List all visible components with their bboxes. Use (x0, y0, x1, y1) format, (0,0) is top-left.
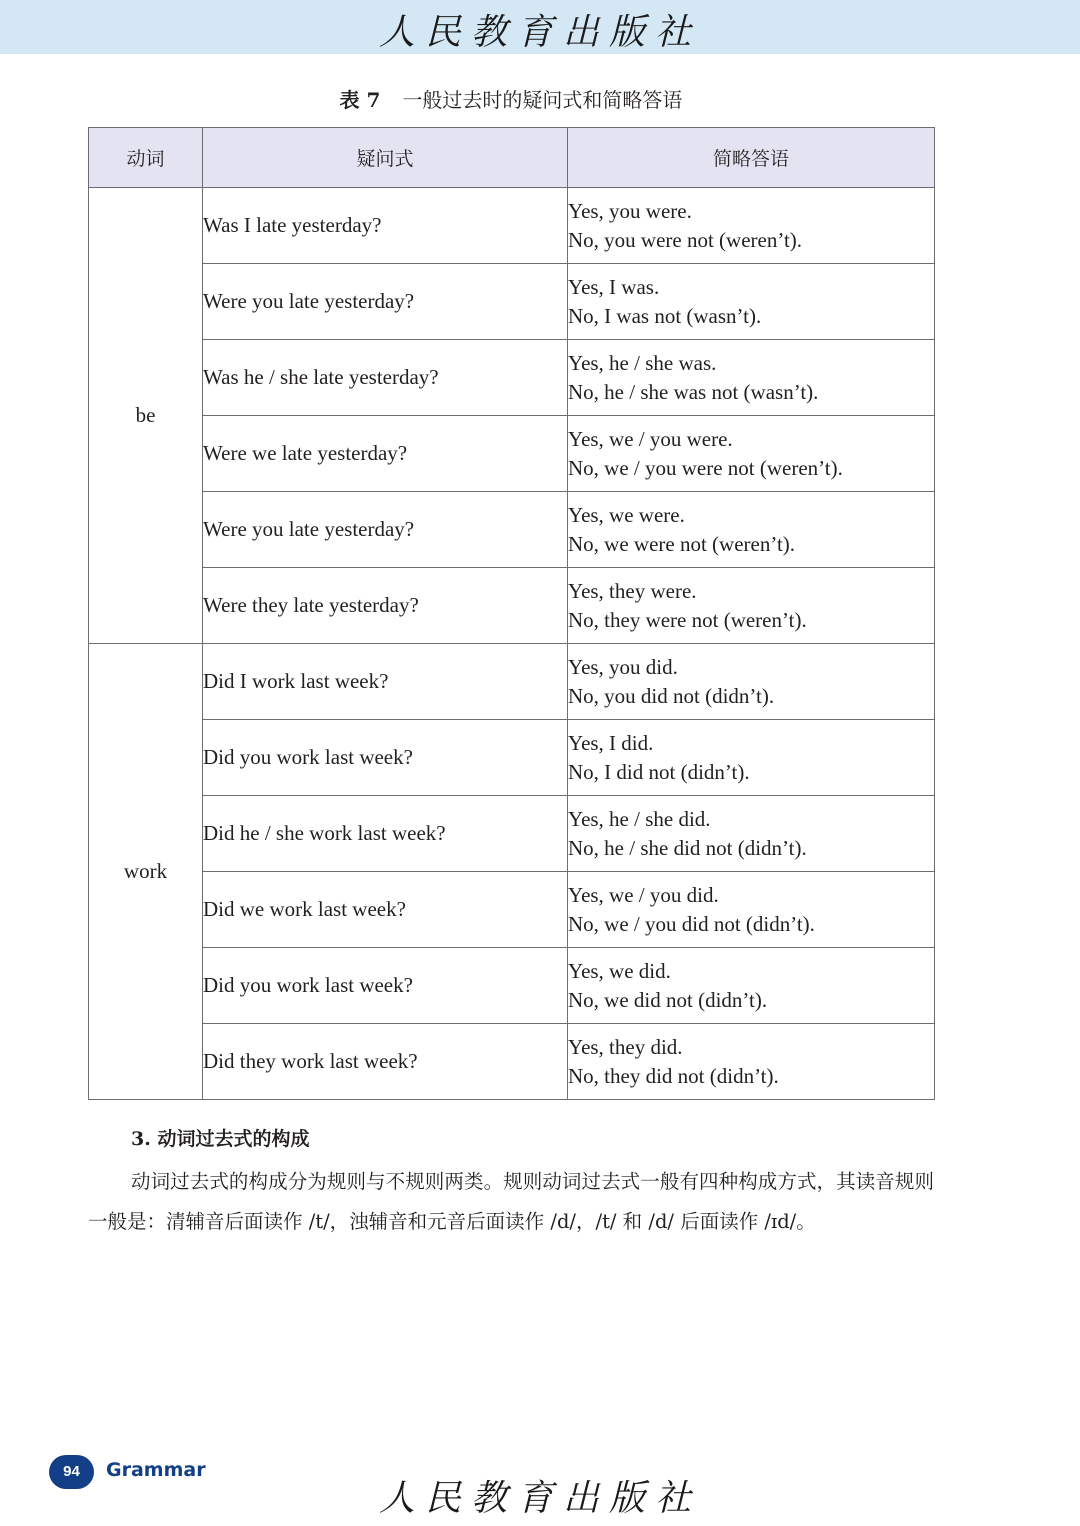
question-cell: Did he / she work last week? (203, 796, 568, 872)
verb-cell: work (89, 644, 203, 1100)
question-cell: Were you late yesterday? (203, 264, 568, 340)
publisher-logo-text: 人民教育出版社 (378, 12, 701, 53)
header-verb: 动词 (89, 128, 203, 188)
answer-cell (568, 416, 935, 492)
table-row (89, 188, 935, 264)
past-tense-question-table (88, 127, 935, 1100)
question-cell: Were we late yesterday? (203, 416, 568, 492)
publisher-logo (0, 4, 1080, 55)
answer-no: No, we did not (didn’t). (568, 987, 768, 1012)
question-cell: Were you late yesterday? (203, 492, 568, 568)
table-row (89, 492, 935, 568)
table-row (89, 264, 935, 340)
answer-yes: Yes, I did. (568, 730, 654, 755)
question-cell: Did you work last week? (203, 720, 568, 796)
answer-yes: Yes, we / you were. (568, 426, 733, 451)
answer-cell (568, 1024, 935, 1100)
answer-no: No, I did not (didn’t). (568, 759, 750, 784)
answer-yes: Yes, we were. (568, 502, 685, 527)
answer-no: No, he / she did not (didn’t). (568, 835, 807, 860)
answer-yes: Yes, he / she was. (568, 350, 717, 375)
answer-yes: Yes, I was. (568, 274, 660, 299)
section-label: Grammar (106, 1459, 206, 1481)
answer-cell (568, 492, 935, 568)
question-cell: Did I work last week? (203, 644, 568, 720)
table-caption-title: 一般过去时的疑问式和简略答语 (402, 88, 683, 112)
header-question: 疑问式 (203, 128, 568, 188)
answer-no: No, they did not (didn’t). (568, 1063, 779, 1088)
page-number-badge: 94 (49, 1455, 94, 1489)
section-paragraph: 动词过去式的构成分为规则与不规则两类。规则动词过去式一般有四种构成方式，其读音规则一般是：清辅音后面读作 /t/，浊辅音和元音后面读作 /d/，/t/ 和 /d/ 后面读作 /ɪd/。 (88, 1170, 934, 1233)
answer-yes: Yes, we did. (568, 958, 671, 983)
question-cell: Was I late yesterday? (203, 188, 568, 264)
answer-cell (568, 720, 935, 796)
answer-cell (568, 644, 935, 720)
table-header-row (89, 128, 935, 188)
answer-yes: Yes, they did. (568, 1034, 683, 1059)
answer-cell (568, 340, 935, 416)
table-row (89, 644, 935, 720)
answer-cell (568, 872, 935, 948)
answer-no: No, we / you were not (weren’t). (568, 455, 843, 480)
answer-cell (568, 796, 935, 872)
answer-yes: Yes, you did. (568, 654, 678, 679)
publisher-logo-footer-text: 人民教育出版社 (378, 1478, 701, 1519)
question-cell: Did they work last week? (203, 1024, 568, 1100)
table-row (89, 720, 935, 796)
table-row (89, 948, 935, 1024)
table-row (89, 1024, 935, 1100)
verb-cell: be (89, 188, 203, 644)
answer-cell (568, 188, 935, 264)
answer-no: No, you were not (weren’t). (568, 227, 803, 252)
header-answer: 简略答语 (568, 128, 935, 188)
answer-yes: Yes, he / she did. (568, 806, 711, 831)
table-body (89, 188, 935, 1100)
table-row (89, 796, 935, 872)
answer-cell (568, 948, 935, 1024)
answer-no: No, he / she was not (wasn’t). (568, 379, 819, 404)
answer-cell (568, 264, 935, 340)
question-cell: Was he / she late yesterday? (203, 340, 568, 416)
answer-no: No, they were not (weren’t). (568, 607, 807, 632)
table-row (89, 340, 935, 416)
question-cell: Did you work last week? (203, 948, 568, 1024)
answer-yes: Yes, they were. (568, 578, 697, 603)
answer-yes: Yes, we / you did. (568, 882, 719, 907)
table-caption (0, 84, 1022, 113)
table-caption-number: 表 7 (339, 88, 381, 112)
table-row (89, 872, 935, 948)
answer-no: No, we were not (weren’t). (568, 531, 796, 556)
answer-no: No, you did not (didn’t). (568, 683, 775, 708)
table-row (89, 568, 935, 644)
answer-no: No, we / you did not (didn’t). (568, 911, 815, 936)
answer-no: No, I was not (wasn’t). (568, 303, 762, 328)
publisher-logo-footer (0, 1470, 1080, 1521)
question-cell: Were they late yesterday? (203, 568, 568, 644)
answer-yes: Yes, you were. (568, 198, 692, 223)
section-heading: 3. 动词过去式的构成 (131, 1128, 310, 1150)
answer-cell (568, 568, 935, 644)
question-cell: Did we work last week? (203, 872, 568, 948)
table-row (89, 416, 935, 492)
